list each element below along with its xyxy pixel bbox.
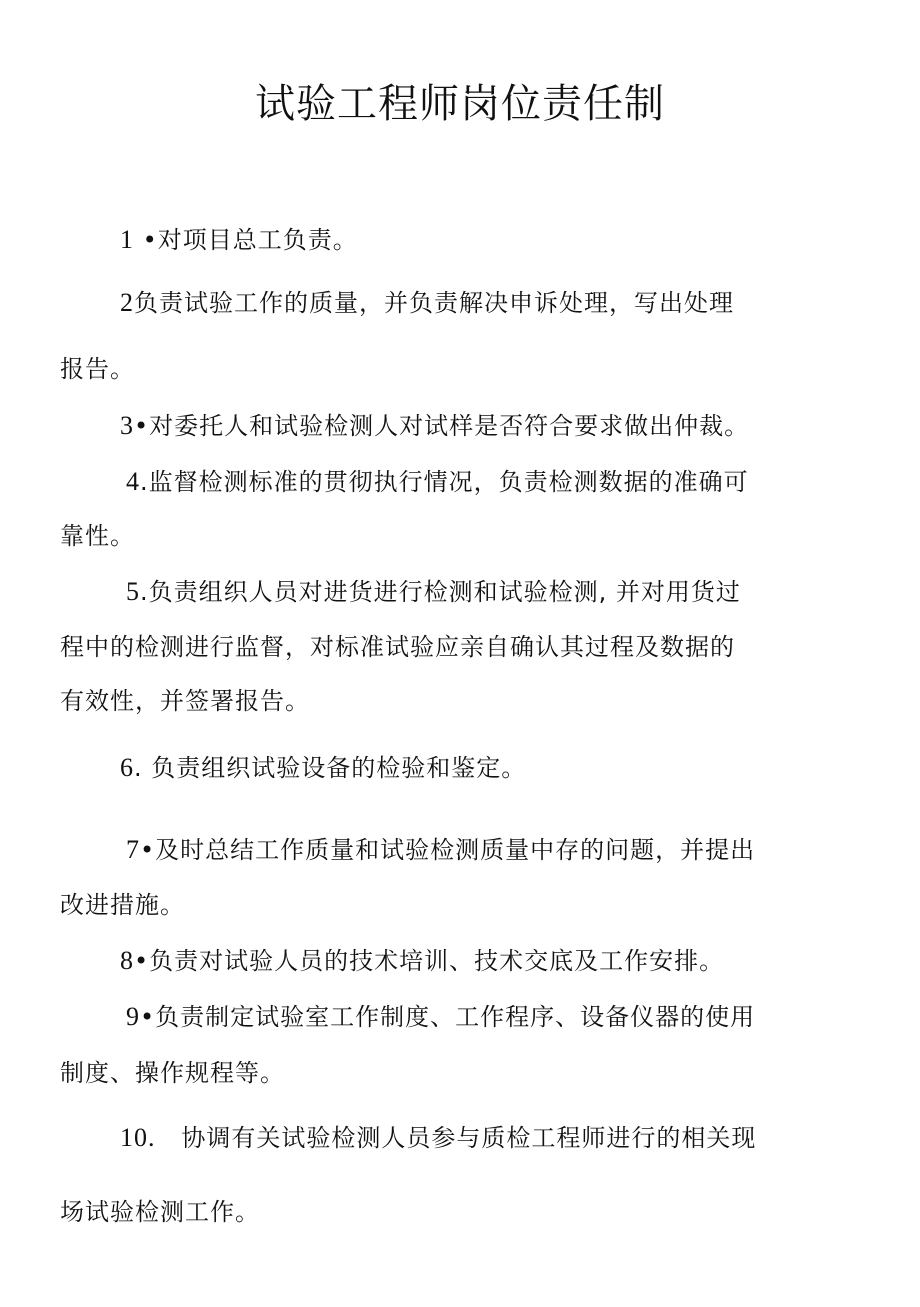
clause-text: 负责试验工作的质量，并负责解决申诉处理，写出处理 bbox=[134, 289, 734, 317]
clause-text: 场试验检测工作。 bbox=[60, 1198, 260, 1226]
clause-4 bbox=[126, 466, 749, 498]
clause-number: 8 bbox=[120, 946, 134, 975]
clause-8 bbox=[120, 945, 724, 977]
clause-text: 改进措施。 bbox=[60, 891, 185, 919]
clause-text: 制度、操作规程等。 bbox=[60, 1059, 285, 1087]
clause-number: 5 bbox=[126, 577, 140, 606]
clause-number: 2 bbox=[120, 288, 134, 317]
clause-2 bbox=[120, 287, 734, 319]
clause-10 bbox=[120, 1122, 756, 1154]
clause-number: 7 bbox=[126, 835, 140, 864]
clause-2-continuation bbox=[60, 353, 135, 385]
clause-text: •及时总结工作质量和试验检测质量中存的问题，并提出 bbox=[140, 836, 756, 864]
clause-text: •对委托人和试验检测人对试样是否符合要求做出仲裁。 bbox=[134, 412, 750, 440]
clause-5-continuation-1 bbox=[60, 631, 735, 663]
clause-9-continuation bbox=[60, 1057, 285, 1089]
clause-9 bbox=[126, 1001, 755, 1033]
clause-text: 有效性，并签署报告。 bbox=[60, 687, 310, 715]
clause-3 bbox=[120, 410, 749, 442]
clause-text: •负责制定试验室工作制度、工作程序、设备仪器的使用 bbox=[140, 1003, 756, 1031]
clause-5-continuation-2 bbox=[60, 685, 310, 717]
clause-text: 协调有关试验检测人员参与质检工程师进行的相关现 bbox=[155, 1124, 757, 1152]
clause-1 bbox=[120, 224, 358, 256]
clause-text: . 负责组织试验设备的检验和鉴定。 bbox=[134, 754, 527, 782]
clause-7-continuation bbox=[60, 889, 185, 921]
clause-7 bbox=[126, 834, 755, 866]
clause-number: 1 bbox=[120, 225, 134, 254]
clause-5 bbox=[126, 576, 741, 608]
clause-number: 4 bbox=[126, 467, 140, 496]
page-title: 试验工程师岗位责任制 bbox=[255, 81, 665, 127]
clause-text: •对项目总工负责。 bbox=[134, 226, 358, 254]
clause-number: 6 bbox=[120, 753, 134, 782]
clause-text: .负责组织人员对进货进行检测和试验检测, 并对用货过 bbox=[140, 578, 741, 606]
clause-text: 靠性。 bbox=[60, 522, 135, 550]
clause-4-continuation bbox=[60, 520, 135, 552]
clause-number: 3 bbox=[120, 411, 134, 440]
clause-text: •负责对试验人员的技术培训、技术交底及工作安排。 bbox=[134, 947, 725, 975]
clause-10-continuation bbox=[60, 1196, 260, 1228]
clause-text: 报告。 bbox=[60, 355, 135, 383]
clause-text: 程中的检测进行监督，对标准试验应亲自确认其过程及数据的 bbox=[60, 633, 735, 661]
clause-6 bbox=[120, 752, 526, 784]
clause-number: 10. bbox=[120, 1123, 156, 1152]
clause-text: .监督检测标准的贯彻执行情况，负责检测数据的准确可 bbox=[140, 468, 749, 496]
clause-number: 9 bbox=[126, 1002, 140, 1031]
